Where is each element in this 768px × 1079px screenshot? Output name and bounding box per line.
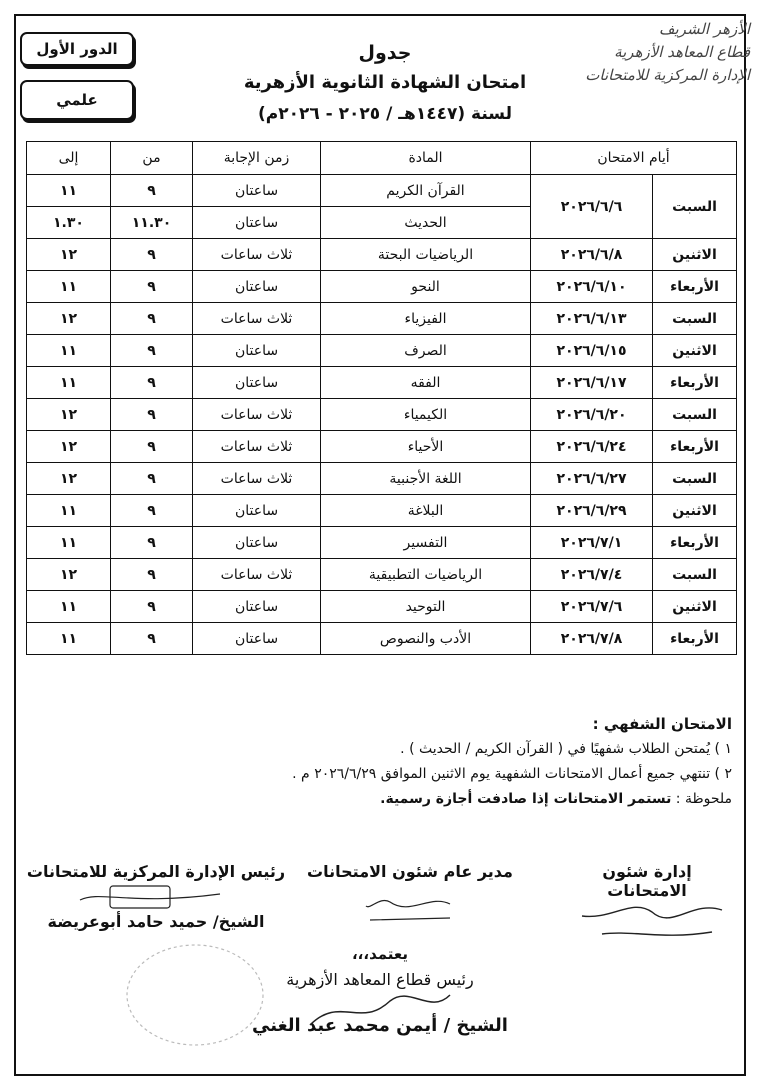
logo-line-2: قطاع المعاهد الأزهرية xyxy=(614,43,750,61)
round-badge xyxy=(20,32,134,66)
to-cell: ١١ xyxy=(27,271,111,303)
table-row xyxy=(27,335,737,367)
subject-cell: الصرف xyxy=(321,335,531,367)
duration-cell: ساعتان xyxy=(193,591,321,623)
from-cell: ٩ xyxy=(111,367,193,399)
day-cell: الأربعاء xyxy=(653,431,737,463)
signature-left-title: رئيس الإدارة المركزية للامتحانات xyxy=(26,862,286,881)
duration-cell: ثلاث ساعات xyxy=(193,399,321,431)
logo-line-3: الإدارة المركزية للامتحانات xyxy=(585,66,750,84)
table-row xyxy=(27,303,737,335)
subject-cell: الحديث xyxy=(321,207,531,239)
duration-cell: ساعتان xyxy=(193,175,321,207)
duration-cell: ثلاث ساعات xyxy=(193,463,321,495)
remark-label: ملحوظة : xyxy=(675,791,732,807)
table-row xyxy=(27,431,737,463)
from-cell: ٩ xyxy=(111,303,193,335)
date-cell: ٢٠٢٦/٧/٦ xyxy=(531,591,653,623)
to-cell: ١٢ xyxy=(27,303,111,335)
to-cell: ١٢ xyxy=(27,399,111,431)
branch-label: علمي xyxy=(56,91,98,109)
day-cell: الأربعاء xyxy=(653,623,737,655)
duration-cell: ساعتان xyxy=(193,623,321,655)
table-row xyxy=(27,591,737,623)
header-days: أيام الامتحان xyxy=(531,142,737,175)
subject-cell: اللغة الأجنبية xyxy=(321,463,531,495)
to-cell: ١١ xyxy=(27,527,111,559)
doc-title-1: جدول xyxy=(358,42,412,64)
duration-cell: ساعتان xyxy=(193,207,321,239)
to-cell: ١٢ xyxy=(27,559,111,591)
date-cell: ٢٠٢٦/٦/١٠ xyxy=(531,271,653,303)
day-cell: السبت xyxy=(653,559,737,591)
table-row xyxy=(27,399,737,431)
from-cell: ٩ xyxy=(111,271,193,303)
table-row xyxy=(27,367,737,399)
doc-title-3: لسنة (١٤٤٧هـ / ٢٠٢٥ - ٢٠٢٦م) xyxy=(258,104,512,124)
table-row xyxy=(27,271,737,303)
table-header-row xyxy=(27,142,737,175)
oral-exam-heading: الامتحان الشفهي : xyxy=(592,715,732,733)
table-row xyxy=(27,495,737,527)
from-cell: ٩ xyxy=(111,335,193,367)
remark xyxy=(380,791,732,807)
subject-cell: الفيزياء xyxy=(321,303,531,335)
duration-cell: ساعتان xyxy=(193,271,321,303)
to-cell: ١١ xyxy=(27,335,111,367)
duration-cell: ساعتان xyxy=(193,367,321,399)
date-cell: ٢٠٢٦/٦/٢٠ xyxy=(531,399,653,431)
date-cell: ٢٠٢٦/٧/١ xyxy=(531,527,653,559)
day-cell: السبت xyxy=(653,399,737,431)
doc-title-2: امتحان الشهادة الثانوية الأزهرية xyxy=(243,72,527,93)
stamp-seal xyxy=(120,940,270,1050)
to-cell: ١١ xyxy=(27,495,111,527)
from-cell: ٩ xyxy=(111,399,193,431)
header-from: من xyxy=(111,142,193,175)
from-cell: ٩ xyxy=(111,495,193,527)
subject-cell: الرياضيات البحتة xyxy=(321,239,531,271)
duration-cell: ساعتان xyxy=(193,335,321,367)
table-row xyxy=(27,623,737,655)
oral-exam-note-1: ١ ) يُمتحن الطلاب شفهيًا في ( القرآن الكريم / الحديث ) . xyxy=(400,741,732,757)
subject-cell: الكيمياء xyxy=(321,399,531,431)
subject-cell: الأحياء xyxy=(321,431,531,463)
table-row xyxy=(27,527,737,559)
subject-cell: البلاغة xyxy=(321,495,531,527)
head-name: الشيخ / أيمن محمد عبد الغني xyxy=(252,1015,508,1036)
day-cell: الاثنين xyxy=(653,335,737,367)
day-cell: الأربعاء xyxy=(653,271,737,303)
duration-cell: ثلاث ساعات xyxy=(193,303,321,335)
subject-cell: التوحيد xyxy=(321,591,531,623)
subject-cell: الأدب والنصوص xyxy=(321,623,531,655)
from-cell: ٩ xyxy=(111,591,193,623)
subject-cell: التفسير xyxy=(321,527,531,559)
subject-cell: الرياضيات التطبيقية xyxy=(321,559,531,591)
date-cell: ٢٠٢٦/٧/٤ xyxy=(531,559,653,591)
table-row xyxy=(27,559,737,591)
subject-cell: القرآن الكريم xyxy=(321,175,531,207)
signature-scribble-middle xyxy=(360,890,460,926)
from-cell: ٩ xyxy=(111,463,193,495)
round-label: الدور الأول xyxy=(36,40,118,58)
day-cell: الاثنين xyxy=(653,239,737,271)
day-cell: الأربعاء xyxy=(653,527,737,559)
header-duration: زمن الإجابة xyxy=(193,142,321,175)
approval-label: يعتمد،،، xyxy=(351,945,409,963)
date-cell: ٢٠٢٦/٦/٢٤ xyxy=(531,431,653,463)
duration-cell: ساعتان xyxy=(193,495,321,527)
oral-exam-note-2: ٢ ) تنتهي جميع أعمال الامتحانات الشفهية يوم الاثنين الموافق ٢٠٢٦/٦/٢٩ م . xyxy=(292,766,732,782)
from-cell: ٩ xyxy=(111,175,193,207)
table-row xyxy=(27,175,737,207)
signature-scribble-right xyxy=(572,890,732,950)
from-cell: ٩ xyxy=(111,623,193,655)
from-cell: ٩ xyxy=(111,239,193,271)
date-cell: ٢٠٢٦/٧/٨ xyxy=(531,623,653,655)
head-title: رئيس قطاع المعاهد الأزهرية xyxy=(286,970,474,989)
to-cell: ١١ xyxy=(27,623,111,655)
signature-scribble-left xyxy=(70,880,230,916)
duration-cell: ثلاث ساعات xyxy=(193,559,321,591)
day-cell: الأربعاء xyxy=(653,367,737,399)
logo-line-1: الأزهر الشريف xyxy=(658,20,750,38)
duration-cell: ساعتان xyxy=(193,527,321,559)
signature-right-title: إدارة شئون الامتحانات xyxy=(602,862,692,900)
date-cell: ٢٠٢٦/٦/٦ xyxy=(531,175,653,239)
date-cell: ٢٠٢٦/٦/١٣ xyxy=(531,303,653,335)
signature-left-name: الشيخ/ حميد حامد أبوعريضة xyxy=(47,912,265,931)
to-cell: ١١ xyxy=(27,591,111,623)
to-cell: ١١ xyxy=(27,367,111,399)
from-cell: ٩ xyxy=(111,431,193,463)
table-row xyxy=(27,463,737,495)
signature-scribble-head xyxy=(300,985,460,1035)
to-cell: ١١ xyxy=(27,175,111,207)
exam-schedule-table xyxy=(26,141,737,655)
date-cell: ٢٠٢٦/٦/٢٧ xyxy=(531,463,653,495)
header-to: إلى xyxy=(27,142,111,175)
to-cell: ١٢ xyxy=(27,239,111,271)
date-cell: ٢٠٢٦/٦/٨ xyxy=(531,239,653,271)
from-cell: ١١.٣٠ xyxy=(111,207,193,239)
to-cell: ١٢ xyxy=(27,463,111,495)
day-cell: السبت xyxy=(653,463,737,495)
day-cell: السبت xyxy=(653,303,737,335)
signature-middle-title: مدير عام شئون الامتحانات xyxy=(307,862,513,881)
branch-badge xyxy=(20,80,134,120)
header-subject: المادة xyxy=(321,142,531,175)
from-cell: ٩ xyxy=(111,559,193,591)
to-cell: ١.٣٠ xyxy=(27,207,111,239)
date-cell: ٢٠٢٦/٦/١٧ xyxy=(531,367,653,399)
subject-cell: النحو xyxy=(321,271,531,303)
duration-cell: ثلاث ساعات xyxy=(193,239,321,271)
day-cell: الاثنين xyxy=(653,591,737,623)
to-cell: ١٢ xyxy=(27,431,111,463)
table-row xyxy=(27,239,737,271)
day-cell: الاثنين xyxy=(653,495,737,527)
duration-cell: ثلاث ساعات xyxy=(193,431,321,463)
day-cell: السبت xyxy=(653,175,737,239)
subject-cell: الفقه xyxy=(321,367,531,399)
from-cell: ٩ xyxy=(111,527,193,559)
remark-text: تستمر الامتحانات إذا صادفت أجازة رسمية. xyxy=(380,791,672,807)
azhar-logo xyxy=(560,18,750,98)
date-cell: ٢٠٢٦/٦/٢٩ xyxy=(531,495,653,527)
date-cell: ٢٠٢٦/٦/١٥ xyxy=(531,335,653,367)
